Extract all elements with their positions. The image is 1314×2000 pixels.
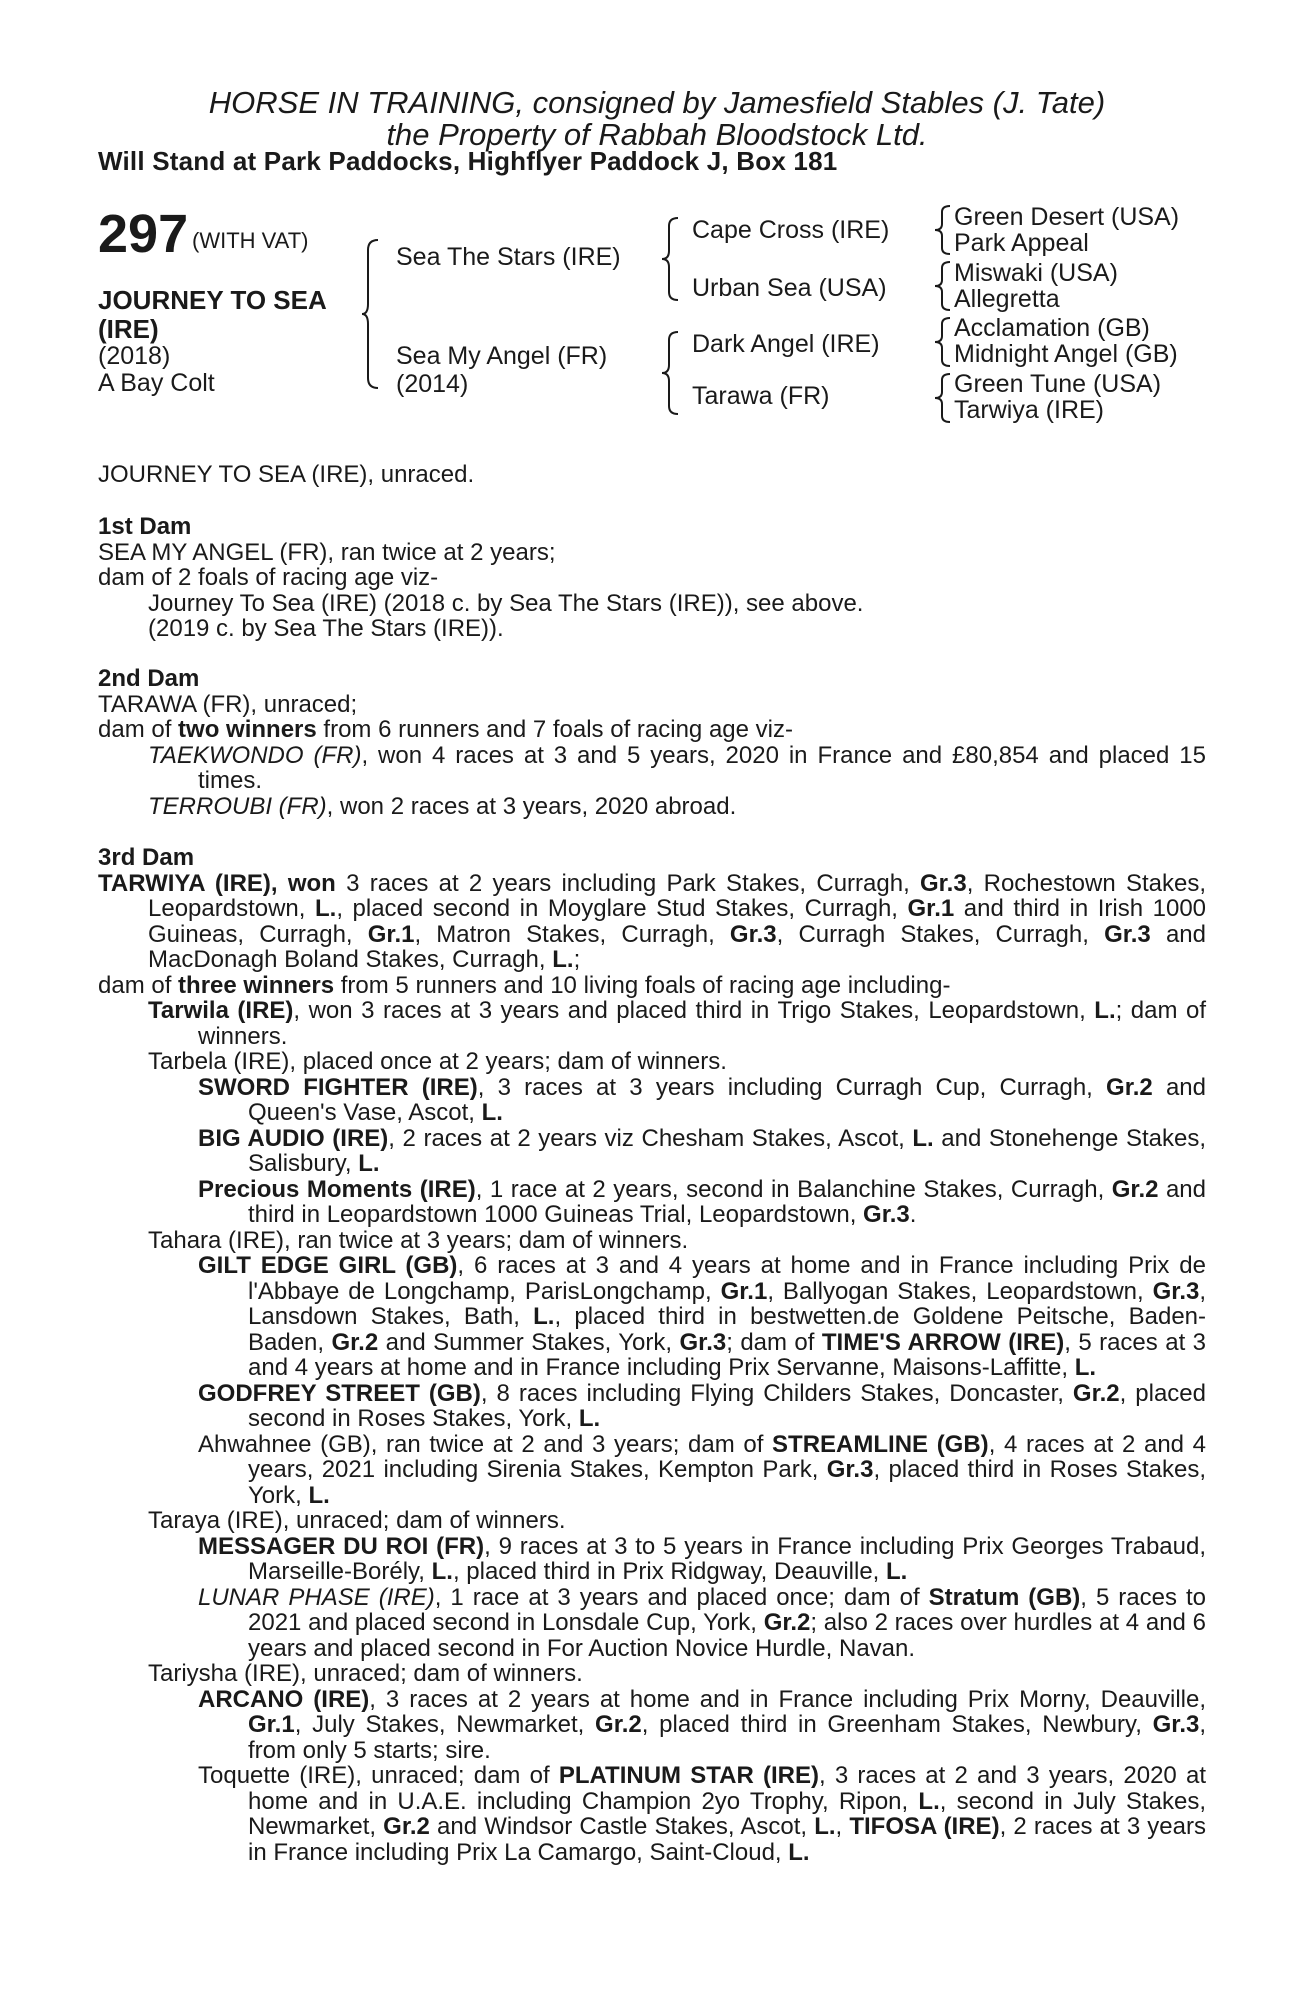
- vat-note: (WITH VAT): [192, 228, 309, 253]
- race-record-intro: [98, 462, 1206, 488]
- produce-entry: MESSAGER DU ROI (FR), 9 races at 3 to 5 years in France including Prix Georges Trabaud, Marseille-Borély, L., placed third in Prix Ridgway, Deauville, L.: [198, 1532, 1207, 1585]
- produce-entry: ARCANO (IRE), 3 races at 2 years at home and in France including Prix Morny, Deauville, Gr.1, July Stakes, Newmarket, Gr.2, placed third in Greenham Stakes, Newbury, Gr.3, from only 5 starts; sire.: [198, 1685, 1207, 1764]
- produce-entry: Ahwahnee (GB), ran twice at 2 and 3 years; dam of STREAMLINE (GB), 4 races at 2 and 4 years, 2021 including Sirenia Stakes, Kempton Park, Gr.3, placed third in Roses Stakes, York, L.: [198, 1430, 1207, 1509]
- produce-entry: Tarbela (IRE), placed once at 2 years; dam of winners.: [148, 1048, 727, 1075]
- pedigree-brace-g3: [932, 316, 952, 368]
- pedigree-gg-3: Miswaki (USA): [954, 259, 1118, 287]
- produce-entry: Tariysha (IRE), unraced; dam of winners.: [148, 1660, 583, 1687]
- third-dam-heading: 3rd Dam: [98, 844, 195, 871]
- third-dam-record: TARWIYA (IRE), won 3 races at 2 years including Park Stakes, Curragh, Gr.3, Rochestown Stakes, Leopardstown, L., placed second in Moyglare Stud Stakes, Curragh, Gr.1 and third in Irish 1000 Guineas, Curragh, Gr.1, Matron Stakes, Curragh, Gr.3, Curragh Stakes, Curragh, Gr.3 and MacDonagh Boland Stakes, Curragh, L.;: [98, 869, 1207, 973]
- pedigree-brace-g4: [932, 372, 952, 424]
- produce-entry: LUNAR PHASE (IRE), 1 race at 3 years and placed once; dam of Stratum (GB), 5 races to 2021 and placed second in Lonsdale Cup, York, Gr.2; also 2 races over hurdles at 4 and 6 years and placed second in For Auction Novice Hurdle, Navan.: [198, 1583, 1206, 1662]
- produce-entry: Toquette (IRE), unraced; dam of PLATINUM STAR (IRE), 3 races at 2 and 3 years, 2020 at home and in U.A.E. including Champion 2yo Trophy, Ripon, L., second in July Stakes, Newmarket, Gr.2 and Windsor Castle Stakes, Ascot, L., TIFOSA (IRE), 2 races at 3 years in France including Prix La Camargo, Saint-Cloud, L.: [198, 1762, 1207, 1866]
- produce-entry: BIG AUDIO (IRE), 2 races at 2 years viz Chesham Stakes, Ascot, L. and Stonehenge Stakes, Salisbury, L.: [198, 1124, 1207, 1177]
- produce-entry: Tarwila (IRE), won 3 races at 3 years and placed third in Trigo Stakes, Leopardstown, L.; dam of winners.: [148, 997, 1206, 1050]
- third-dam-produce-line: dam of three winners from 5 runners and 10 living foals of racing age including-: [98, 971, 951, 999]
- stand-location: Will Stand at Park Paddocks, Highflyer Paddock J, Box 181: [98, 146, 838, 176]
- produce-entry: GODFREY STREET (GB), 8 races including Flying Childers Stakes, Doncaster, Gr.2, placed second in Roses Stakes, York, L.: [198, 1379, 1206, 1432]
- pedigree-dam-year: (2014): [396, 370, 469, 398]
- pedigree-gg-5: Acclamation (GB): [954, 314, 1150, 342]
- pedigree-dam: Sea My Angel (FR): [396, 342, 608, 370]
- produce-entry: Taraya (IRE), unraced; dam of winners.: [148, 1507, 566, 1534]
- pedigree-sire-dam: Urban Sea (USA): [692, 274, 887, 302]
- pedigree-gg-6: Midnight Angel (GB): [954, 340, 1178, 368]
- lot-number: 297: [98, 204, 189, 264]
- pedigree-dam-dam: Tarawa (FR): [692, 382, 830, 410]
- pedigree-gg-7: Green Tune (USA): [954, 370, 1162, 398]
- property-line: the Property of Rabbah Bloodstock Ltd.: [386, 117, 928, 152]
- first-dam-line: dam of 2 foals of racing age viz-: [98, 564, 439, 591]
- second-dam-section: [98, 666, 1206, 819]
- pedigree-brace-sire: [660, 216, 680, 302]
- produce-entry: Precious Moments (IRE), 1 race at 2 years, second in Balanchine Stakes, Curragh, Gr.2 and third in Leopardstown 1000 Guineas Trial, Leopardstown, Gr.3.: [198, 1175, 1207, 1228]
- third-dam-section: [98, 845, 1206, 1865]
- pedigree-gg-2: Park Appeal: [954, 229, 1089, 257]
- second-dam-line: TARAWA (FR), unraced;: [98, 690, 358, 718]
- first-dam-foal: (2019 c. by Sea The Stars (IRE)).: [148, 615, 504, 642]
- pedigree-dam-sire: Dark Angel (IRE): [692, 330, 880, 358]
- pedigree-brace-g1: [932, 204, 952, 256]
- horse-name: JOURNEY TO SEA: [98, 285, 327, 315]
- first-dam-foal: Journey To Sea (IRE) (2018 c. by Sea The Stars (IRE)), see above.: [148, 589, 864, 617]
- pedigree-brace-dam: [660, 330, 680, 416]
- pedigree-brace-main: [360, 238, 380, 390]
- horse-description: A Bay Colt: [98, 369, 215, 397]
- first-dam-line: SEA MY ANGEL (FR), ran twice at 2 years;: [98, 538, 556, 566]
- pedigree-gg-8: Tarwiya (IRE): [954, 396, 1105, 424]
- pedigree-brace-g2: [932, 260, 952, 312]
- second-dam-heading: 2nd Dam: [98, 665, 200, 692]
- pedigree-gg-4: Allegretta: [954, 285, 1060, 313]
- produce-entry: TAEKWONDO (FR), won 4 races at 3 and 5 years, 2020 in France and £80,854 and placed 15 times.: [148, 741, 1206, 794]
- pedigree-gg-1: Green Desert (USA): [954, 203, 1180, 231]
- horse-name-suffix: (IRE): [98, 314, 159, 344]
- produce-entry: SWORD FIGHTER (IRE), 3 races at 3 years including Curragh Cup, Curragh, Gr.2 and Queen's Vase, Ascot, L.: [198, 1073, 1206, 1126]
- produce-entry: TERROUBI (FR), won 2 races at 3 years, 2020 abroad.: [148, 792, 737, 820]
- pedigree-sire: Sea The Stars (IRE): [396, 243, 621, 271]
- second-dam-produce-line: dam of two winners from 6 runners and 7 foals of racing age viz-: [98, 716, 793, 743]
- first-dam-heading: 1st Dam: [98, 513, 192, 540]
- produce-entry: Tahara (IRE), ran twice at 3 years; dam of winners.: [148, 1226, 689, 1254]
- intro-line: JOURNEY TO SEA (IRE), unraced.: [98, 461, 475, 488]
- consignment-title: HORSE IN TRAINING, consigned by Jamesfield Stables (J. Tate): [208, 85, 1106, 120]
- first-dam-section: [98, 514, 1206, 642]
- pedigree-sire-sire: Cape Cross (IRE): [692, 216, 890, 244]
- foaling-year: (2018): [98, 342, 171, 370]
- produce-entry: GILT EDGE GIRL (GB), 6 races at 3 and 4 years at home and in France including Prix de l'Abbaye de Longchamp, ParisLongchamp, Gr.1, Ballyogan Stakes, Leopardstown, Gr.3, Lansdown Stakes, Bath, L., placed third in bestwetten.de Goldene Peitsche, Baden-Baden, Gr.2 and Summer Stakes, York, Gr.3; dam of TIME'S ARROW (IRE), 5 races at 3 and 4 years at home and in France including Prix Servanne, Maisons-Laffitte, L.: [198, 1252, 1207, 1381]
